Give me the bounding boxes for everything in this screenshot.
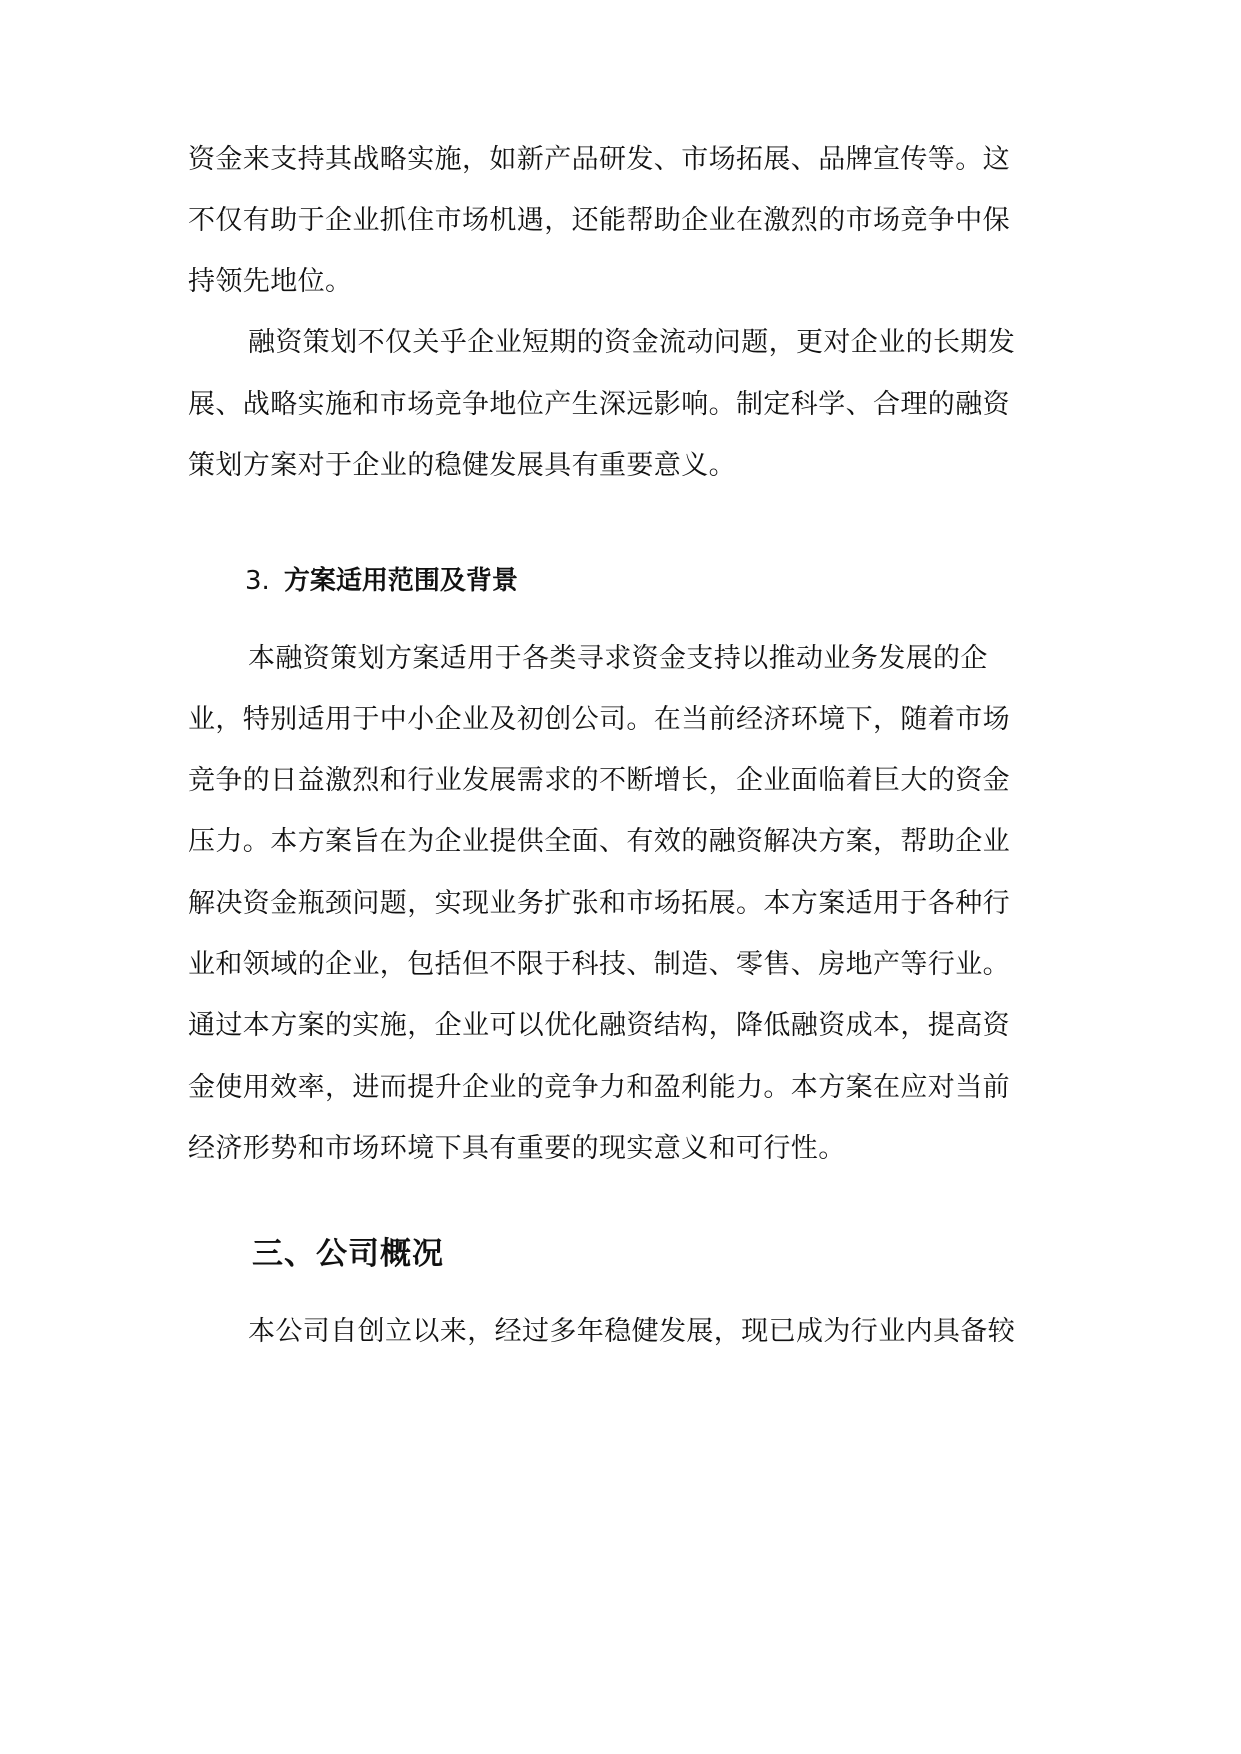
text-line: 经济形势和市场环境下具有重要的现实意义和可行性。: [188, 1133, 846, 1164]
section-number: 3.: [245, 566, 270, 596]
text-line: 融资策划不仅关乎企业短期的资金流动问题，更对企业的长期发: [248, 327, 1016, 358]
text-line: 金使用效率，进而提升企业的竞争力和盈利能力。本方案在应对当前: [188, 1072, 1010, 1103]
text-line: 业和领域的企业，包括但不限于科技、制造、零售、房地产等行业。: [188, 949, 1010, 980]
text-line: 本公司自创立以来，经过多年稳健发展，现已成为行业内具备较: [248, 1316, 1016, 1347]
text-line: 资金来支持其战略实施，如新产品研发、市场拓展、品牌宣传等。这: [188, 144, 1010, 175]
text-line: 不仅有助于企业抓住市场机遇，还能帮助企业在激烈的市场竞争中保: [188, 205, 1010, 236]
section-heading: [245, 561, 518, 601]
text-line: 业，特别适用于中小企业及初创公司。在当前经济环境下，随着市场: [188, 704, 1010, 735]
text-line: 竞争的日益激烈和行业发展需求的不断增长，企业面临着巨大的资金: [188, 765, 1010, 796]
chapter-heading: 三、公司概况: [252, 1236, 444, 1272]
text-line: 解决资金瓶颈问题，实现业务扩张和市场拓展。本方案适用于各种行: [188, 888, 1010, 919]
text-line: 本融资策划方案适用于各类寻求资金支持以推动业务发展的企: [248, 643, 988, 674]
text-line: 展、战略实施和市场竞争地位产生深远影响。制定科学、合理的融资: [188, 389, 1010, 420]
text-line: 通过本方案的实施，企业可以优化融资结构，降低融资成本，提高资: [188, 1010, 1010, 1041]
text-line: 压力。本方案旨在为企业提供全面、有效的融资解决方案，帮助企业: [188, 826, 1010, 857]
text-line: 策划方案对于企业的稳健发展具有重要意义。: [188, 450, 736, 481]
text-line: 持领先地位。: [188, 266, 353, 297]
section-title: 方案适用范围及背景: [283, 566, 518, 596]
